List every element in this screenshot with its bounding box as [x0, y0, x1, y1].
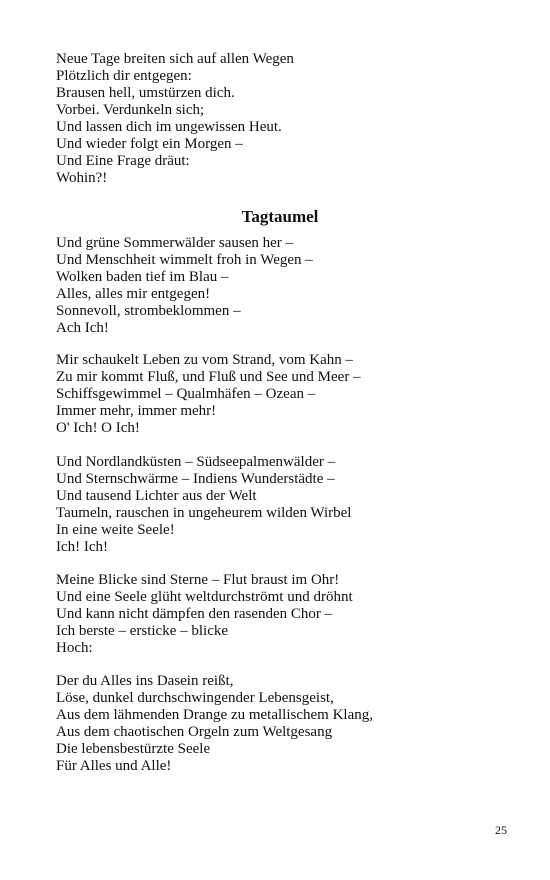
poem-line: Zu mir kommt Fluß, und Fluß und See und Meer – [56, 369, 361, 385]
poem-line: Schiffsgewimmel – Qualmhäfen – Ozean – [56, 386, 316, 402]
poem-line: Sonnevoll, strombeklommen – [56, 303, 241, 319]
poem-line: Neue Tage breiten sich auf allen Wegen [56, 51, 294, 67]
poem-line: Ich! Ich! [56, 539, 109, 555]
poem-line: Ach Ich! [56, 320, 109, 336]
poem-line: Löse, dunkel durchschwingender Lebensgeist, [56, 690, 334, 706]
stanza-2 [56, 352, 496, 437]
poem-line: Brausen hell, umstürzen dich. [56, 85, 235, 101]
stanza-3 [56, 454, 496, 556]
poem-line: Und eine Seele glüht weltdurchströmt und dröhnt [56, 589, 353, 605]
poem-line: Ich berste – ersticke – blicke [56, 623, 229, 639]
poem-line: Für Alles und Alle! [56, 758, 172, 774]
poem-line: In eine weite Seele! [56, 522, 175, 538]
poem-line: Und kann nicht dämpfen den rasenden Chor – [56, 606, 333, 622]
stanza-4 [56, 572, 496, 657]
poem-line: Der du Alles ins Dasein reißt, [56, 673, 234, 689]
poem-line: Aus dem lähmenden Drange zu metallischem Klang, [56, 707, 373, 723]
stanza-5 [56, 673, 496, 775]
poem-line: Und Eine Frage dräut: [56, 153, 190, 169]
poem-line: O' Ich! O Ich! [56, 420, 140, 436]
stanza-1 [56, 235, 496, 337]
page-number: 25 [495, 823, 507, 837]
poem-line: Und Menschheit wimmelt froh in Wegen – [56, 252, 313, 268]
poem-line: Die lebensbestürzte Seele [56, 741, 211, 757]
poem-title: Tagtaumel [241, 207, 319, 226]
poem-line: Hoch: [56, 640, 93, 656]
poem-line: Wolken baden tief im Blau – [56, 269, 229, 285]
poem-line: Plötzlich dir entgegen: [56, 68, 192, 84]
poem-line: Und wieder folgt ein Morgen – [56, 136, 243, 152]
poem-line: Aus dem chaotischen Orgeln zum Weltgesang [56, 724, 333, 740]
poem-line: Meine Blicke sind Sterne – Flut braust im Ohr! [56, 572, 340, 588]
poem-line: Alles, alles mir entgegen! [56, 286, 211, 302]
intro-stanza [56, 51, 496, 187]
poem-line: Wohin?! [56, 170, 108, 186]
poem-line: Und tausend Lichter aus der Welt [56, 488, 257, 504]
poem-line: Und Nordlandküsten – Südseepalmenwälder – [56, 454, 336, 470]
poem-line: Taumeln, rauschen in ungeheurem wilden Wirbel [56, 505, 352, 521]
poem-line: Mir schaukelt Leben zu vom Strand, vom Kahn – [56, 352, 354, 368]
poem-line: Und lassen dich im ungewissen Heut. [56, 119, 282, 135]
poem-line: Vorbei. Verdunkeln sich; [56, 102, 205, 118]
poem-line: Und grüne Sommerwälder sausen her – [56, 235, 294, 251]
poem-line: Immer mehr, immer mehr! [56, 403, 217, 419]
poem-line: Und Sternschwärme – Indiens Wunderstädte – [56, 471, 335, 487]
